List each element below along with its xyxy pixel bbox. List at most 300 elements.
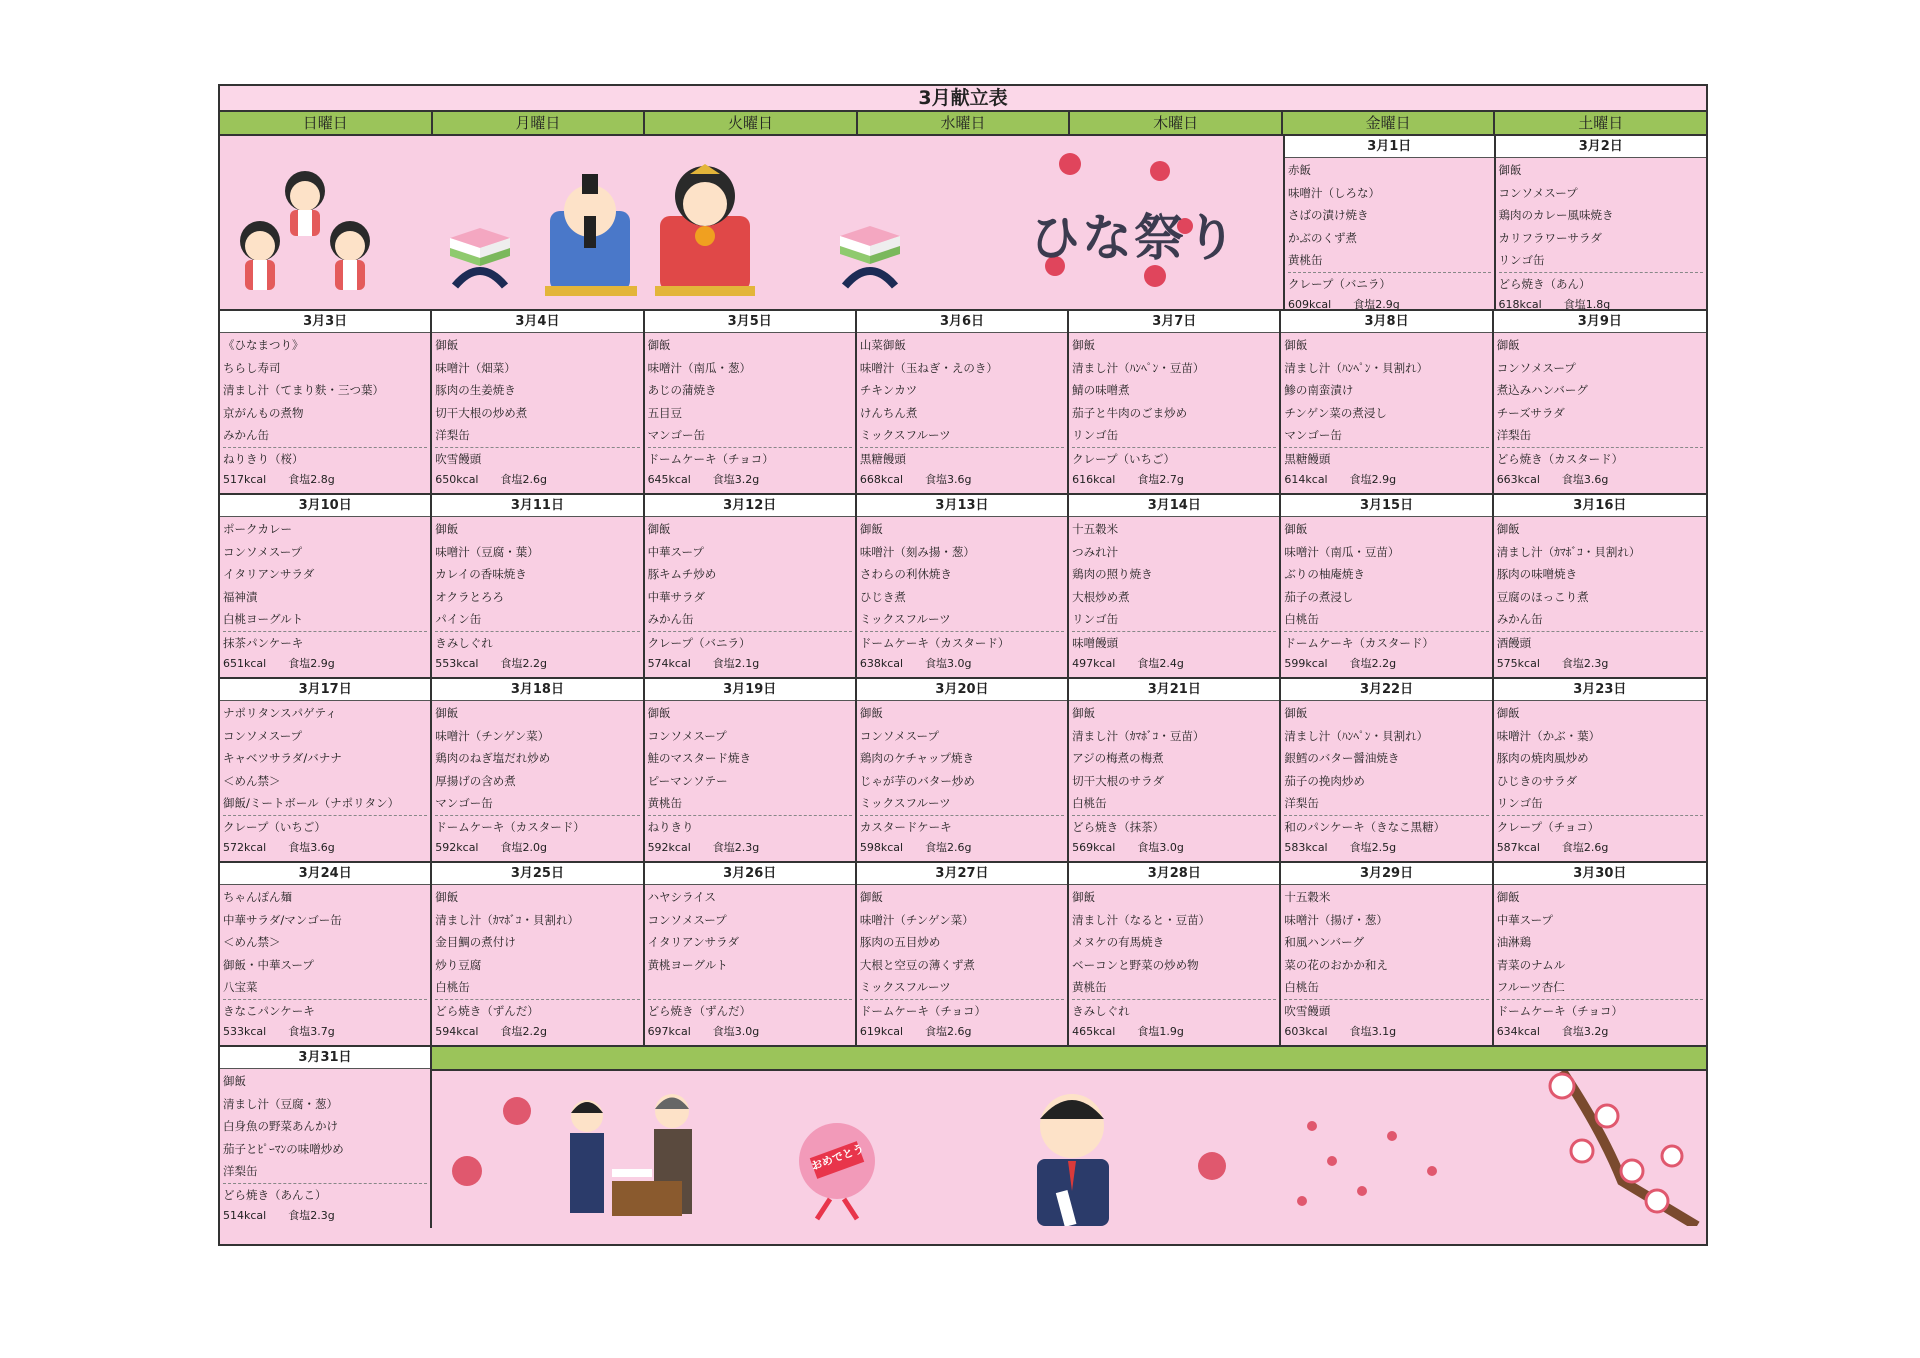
menu-list bbox=[645, 885, 855, 1022]
menu-item: 御飯 bbox=[435, 522, 459, 536]
menu-item: 福神漬 bbox=[223, 589, 258, 604]
menu-item: 味噌汁（南瓜・豆苗） bbox=[1284, 544, 1400, 559]
salt-value: 食塩2.2g bbox=[1349, 657, 1397, 670]
day-cell bbox=[645, 679, 857, 861]
menu-item: 豚肉の五目炒め bbox=[859, 935, 941, 949]
menu-item: 味噌汁（玉ねぎ・えのき） bbox=[859, 360, 998, 375]
menu-item: ＜めん禁＞ bbox=[223, 935, 281, 949]
menu-item: 御飯 bbox=[1496, 522, 1520, 536]
week-row-0 bbox=[220, 136, 1706, 311]
menu-item: ミックスフルーツ bbox=[859, 612, 951, 626]
menu-item: 油淋鶏 bbox=[1496, 935, 1532, 949]
dessert-item: 酒饅頭 bbox=[1497, 631, 1703, 654]
menu-list bbox=[645, 517, 855, 654]
banner-text: ひな祭り bbox=[1030, 208, 1238, 267]
menu-item: コンソメスープ bbox=[859, 728, 939, 743]
menu-item: 青菜のナムル bbox=[1496, 957, 1566, 972]
menu-list bbox=[220, 333, 430, 470]
menu-item: 茄子の挽肉炒め bbox=[1284, 773, 1365, 788]
menu-item: 洋梨缶 bbox=[435, 428, 470, 442]
graduation-panel bbox=[432, 1047, 1706, 1228]
menu-item: キャベツサラダ/バナナ bbox=[223, 751, 342, 765]
dessert-item: どら焼き（ずんだ） bbox=[648, 999, 852, 1022]
menu-item: カリフラワーサラダ bbox=[1498, 230, 1602, 245]
menu-item: 御飯 bbox=[223, 1074, 246, 1088]
menu-item: アジの梅煮の梅煮 bbox=[1072, 751, 1164, 765]
kcal-value: 587kcal bbox=[1496, 841, 1540, 854]
day-date: 3月3日 bbox=[220, 311, 430, 333]
menu-item: ベーコンと野菜の炒め物 bbox=[1072, 957, 1199, 972]
menu-item: 鶏肉のねぎ塩だれ炒め bbox=[435, 751, 551, 765]
menu-item: けんちん煮 bbox=[859, 405, 918, 420]
menu-item: 御飯 bbox=[859, 522, 883, 536]
menu-item: さわらの利休焼き bbox=[859, 567, 952, 581]
menu-item: 十五穀米 bbox=[1072, 522, 1119, 536]
nutrition-line bbox=[857, 654, 1067, 674]
day-date: 3月15日 bbox=[1281, 495, 1491, 517]
nutrition-line bbox=[857, 470, 1067, 490]
dessert-item: ドームケーキ（カスタード） bbox=[860, 631, 1064, 654]
dessert-item: きみしぐれ bbox=[1072, 999, 1276, 1022]
salt-value: 食塩2.8g bbox=[288, 473, 335, 486]
day-cell-mar31 bbox=[220, 1047, 432, 1228]
menu-item: オクラとろろ bbox=[435, 589, 505, 604]
week-row-4 bbox=[220, 863, 1706, 1047]
menu-list bbox=[1069, 701, 1279, 838]
weekday-tue: 火曜日 bbox=[645, 112, 858, 134]
menu-item: 御飯 bbox=[1496, 338, 1520, 352]
day-date: 3月12日 bbox=[645, 495, 855, 517]
day-cell bbox=[432, 495, 644, 677]
kcal-value: 592kcal bbox=[435, 841, 479, 854]
menu-item: ぶりの柚庵焼き bbox=[1284, 567, 1365, 581]
kcal-value: 609kcal bbox=[1288, 298, 1332, 309]
nutrition-line bbox=[645, 1022, 855, 1042]
graduation-picture bbox=[432, 1071, 1706, 1226]
menu-item: ポークカレー bbox=[223, 522, 292, 536]
nutrition-line bbox=[1494, 654, 1706, 674]
menu-item: チンゲン菜の煮浸し bbox=[1284, 405, 1387, 420]
menu-list bbox=[432, 333, 642, 470]
kcal-value: 497kcal bbox=[1072, 657, 1116, 670]
menu-item: マンゴー缶 bbox=[1284, 428, 1342, 442]
menu-item: 洋梨缶 bbox=[1496, 428, 1532, 442]
nutrition-line bbox=[432, 654, 642, 674]
day-date: 3月28日 bbox=[1069, 863, 1279, 885]
weekday-wed: 水曜日 bbox=[858, 112, 1071, 134]
nutrition-line bbox=[1069, 1022, 1279, 1042]
menu-item: 御飯 bbox=[1284, 706, 1308, 720]
menu-item: 鮭のマスタード焼き bbox=[647, 751, 752, 765]
nutrition-line bbox=[432, 1022, 642, 1042]
day-date: 3月1日 bbox=[1285, 136, 1494, 158]
nutrition-line bbox=[645, 654, 855, 674]
salt-value: 食塩2.4g bbox=[1137, 657, 1184, 670]
menu-item: さばの漬け焼き bbox=[1288, 208, 1369, 222]
menu-list bbox=[1494, 701, 1706, 838]
kcal-value: 569kcal bbox=[1072, 841, 1116, 854]
day-cell bbox=[1281, 863, 1493, 1045]
kcal-value: 592kcal bbox=[647, 841, 691, 854]
day-date: 3月17日 bbox=[220, 679, 430, 701]
menu-item: 京がんもの煮物 bbox=[223, 405, 304, 420]
menu-item: 八宝菜 bbox=[223, 980, 258, 994]
dessert-item: ドームケーキ（カスタード） bbox=[435, 815, 639, 838]
menu-item: 御飯/ミートボール（ナポリタン） bbox=[223, 796, 400, 810]
menu-item: 金目鯛の煮付け bbox=[435, 935, 516, 949]
menu-item: 白桃缶 bbox=[1284, 980, 1319, 994]
menu-list bbox=[1281, 885, 1491, 1022]
menu-list bbox=[857, 517, 1067, 654]
menu-list bbox=[1069, 517, 1279, 654]
menu-item: 十五穀米 bbox=[1284, 890, 1331, 904]
menu-item: 中華サラダ/マンゴー缶 bbox=[223, 912, 342, 927]
day-date: 3月26日 bbox=[645, 863, 855, 885]
day-cell bbox=[1069, 311, 1281, 493]
menu-item: 豚肉の生姜焼き bbox=[435, 383, 516, 397]
menu-list bbox=[1496, 158, 1706, 295]
menu-item: チーズサラダ bbox=[1496, 405, 1565, 420]
day-cell bbox=[1069, 495, 1281, 677]
nutrition-line bbox=[1281, 654, 1491, 674]
day-date: 3月6日 bbox=[857, 311, 1067, 333]
green-bar bbox=[432, 1047, 1706, 1071]
dessert-item: 吹雪饅頭 bbox=[435, 447, 639, 470]
menu-item: リンゴ缶 bbox=[1498, 253, 1545, 267]
nutrition-line bbox=[645, 470, 855, 490]
day-cell bbox=[1494, 495, 1706, 677]
menu-list bbox=[857, 885, 1067, 1022]
menu-item: 清まし汁（ｶﾏﾎﾞｺ・貝割れ） bbox=[435, 912, 580, 927]
salt-value: 食塩3.7g bbox=[288, 1025, 335, 1038]
nutrition-line bbox=[220, 1206, 430, 1226]
nutrition-line bbox=[1494, 470, 1706, 490]
menu-item: 御飯 bbox=[1284, 338, 1308, 352]
menu-item: 白身魚の野菜あんかけ bbox=[223, 1119, 338, 1133]
nutrition-line bbox=[1281, 1022, 1491, 1042]
day-cell bbox=[1281, 495, 1493, 677]
day-cell bbox=[645, 311, 857, 493]
menu-item: かぶのくず煮 bbox=[1288, 230, 1357, 245]
menu-item: 豚肉の焼肉風炒め bbox=[1496, 751, 1589, 765]
dessert-item: 吹雪饅頭 bbox=[1284, 999, 1488, 1022]
menu-item: 鯖の味噌煮 bbox=[1072, 383, 1130, 397]
weekday-mon: 月曜日 bbox=[433, 112, 646, 134]
day-date: 3月25日 bbox=[432, 863, 642, 885]
dessert-item: ドームケーキ（チョコ） bbox=[648, 447, 852, 470]
day-date: 3月31日 bbox=[220, 1047, 430, 1069]
week-row-3 bbox=[220, 679, 1706, 863]
dessert-item: 味噌饅頭 bbox=[1072, 631, 1276, 654]
nutrition-line bbox=[857, 1022, 1067, 1042]
day-cell bbox=[857, 679, 1069, 861]
dessert-item: 黒糖饅頭 bbox=[860, 447, 1064, 470]
menu-item: 黄桃缶 bbox=[1072, 980, 1107, 994]
day-date: 3月20日 bbox=[857, 679, 1067, 701]
menu-item: みかん缶 bbox=[647, 612, 694, 626]
menu-item: 銀鱈のバター醤油焼き bbox=[1284, 751, 1400, 765]
day-cell bbox=[1494, 311, 1706, 493]
weekday-sat: 土曜日 bbox=[1495, 112, 1706, 134]
dessert-item: クレープ（バニラ） bbox=[1288, 272, 1491, 295]
menu-item: 御飯 bbox=[1072, 338, 1096, 352]
day-cell bbox=[857, 495, 1069, 677]
menu-item: コンソメスープ bbox=[1498, 185, 1578, 200]
dessert-item: ドームケーキ（カスタード） bbox=[1284, 631, 1488, 654]
menu-item: カレイの香味焼き bbox=[435, 567, 527, 581]
menu-item: メヌケの有馬焼き bbox=[1072, 935, 1165, 949]
menu-list bbox=[1494, 885, 1706, 1022]
menu-item: 鯵の南蛮漬け bbox=[1284, 383, 1354, 397]
day-date: 3月22日 bbox=[1281, 679, 1491, 701]
day-date: 3月11日 bbox=[432, 495, 642, 517]
menu-item: 切干大根の炒め煮 bbox=[435, 405, 528, 420]
menu-item: 赤飯 bbox=[1288, 163, 1311, 177]
kcal-value: 638kcal bbox=[859, 657, 904, 670]
salt-value: 食塩2.5g bbox=[1349, 841, 1397, 854]
salt-value: 食塩2.9g bbox=[288, 657, 335, 670]
menu-item: ミックスフルーツ bbox=[859, 980, 951, 994]
menu-item: ハヤシライス bbox=[647, 890, 716, 904]
menu-list bbox=[220, 885, 430, 1022]
kcal-value: 651kcal bbox=[223, 657, 267, 670]
dessert-item: ねりきり（桜） bbox=[223, 447, 427, 470]
day-date: 3月2日 bbox=[1496, 136, 1706, 158]
menu-item: 御飯 bbox=[859, 890, 883, 904]
day-cell bbox=[645, 495, 857, 677]
menu-list bbox=[220, 701, 430, 838]
menu-item: 中華スープ bbox=[647, 544, 704, 559]
day-cell bbox=[1281, 311, 1493, 493]
menu-item: 茄子とﾋﾟｰﾏﾝの味噌炒め bbox=[223, 1141, 344, 1156]
day-date: 3月9日 bbox=[1494, 311, 1706, 333]
day-date: 3月21日 bbox=[1069, 679, 1279, 701]
menu-item: 豚肉の味噌焼き bbox=[1496, 567, 1578, 581]
day-cell bbox=[432, 311, 644, 493]
menu-list bbox=[220, 517, 430, 654]
menu-item: 御飯 bbox=[1072, 706, 1096, 720]
salt-value: 食塩3.6g bbox=[1561, 473, 1609, 486]
day-cell bbox=[1281, 679, 1493, 861]
kcal-value: 517kcal bbox=[223, 473, 267, 486]
nutrition-line bbox=[1281, 470, 1491, 490]
kcal-value: 598kcal bbox=[859, 841, 904, 854]
salt-value: 食塩3.0g bbox=[925, 657, 972, 670]
nutrition-line bbox=[220, 654, 430, 674]
day-cell bbox=[1494, 679, 1706, 861]
kcal-value: 533kcal bbox=[223, 1025, 267, 1038]
salt-value: 食塩3.2g bbox=[712, 473, 760, 486]
salt-value: 食塩2.3g bbox=[1561, 657, 1609, 670]
menu-item: 味噌汁（かぶ・葉） bbox=[1496, 728, 1601, 743]
salt-value: 食塩3.1g bbox=[1349, 1025, 1397, 1038]
menu-item: 御飯 bbox=[1284, 522, 1308, 536]
menu-item: 御飯 bbox=[1496, 890, 1520, 904]
day-cell bbox=[857, 863, 1069, 1045]
menu-item: 鶏肉の照り焼き bbox=[1072, 567, 1153, 581]
menu-item: 御飯 bbox=[435, 890, 459, 904]
salt-value: 食塩2.6g bbox=[1561, 841, 1609, 854]
dessert-item: きみしぐれ bbox=[435, 631, 639, 654]
nutrition-line bbox=[1494, 1022, 1706, 1042]
day-date: 3月13日 bbox=[857, 495, 1067, 517]
menu-item: リンゴ缶 bbox=[1072, 612, 1119, 626]
dessert-item: カスタードケーキ bbox=[860, 815, 1064, 838]
nutrition-line bbox=[220, 1022, 430, 1042]
menu-item: ピーマンソテー bbox=[647, 773, 728, 788]
day-cell bbox=[220, 679, 432, 861]
salt-value: 食塩3.0g bbox=[1137, 841, 1184, 854]
menu-item: 御飯 bbox=[435, 706, 459, 720]
menu-item: コンソメスープ bbox=[223, 544, 303, 559]
menu-item: 清まし汁（豆腐・葱） bbox=[223, 1096, 338, 1111]
menu-list bbox=[1285, 158, 1494, 295]
menu-item: 《ひなまつり》 bbox=[223, 338, 304, 352]
kcal-value: 663kcal bbox=[1496, 473, 1540, 486]
day-cell bbox=[645, 863, 857, 1045]
menu-item: コンソメスープ bbox=[1496, 360, 1576, 375]
menu-list bbox=[1281, 701, 1491, 838]
day-date: 3月4日 bbox=[432, 311, 642, 333]
kcal-value: 603kcal bbox=[1284, 1025, 1328, 1038]
week-row-1 bbox=[220, 311, 1706, 495]
kcal-value: 634kcal bbox=[1496, 1025, 1540, 1038]
menu-item: ミックスフルーツ bbox=[859, 796, 951, 810]
menu-item: 清まし汁（ｶﾏﾎﾞｺ・豆苗） bbox=[1072, 728, 1205, 743]
dessert-item: どら焼き（ずんだ） bbox=[435, 999, 639, 1022]
menu-item: じゃが芋のバター炒め bbox=[859, 773, 975, 788]
day-date: 3月27日 bbox=[857, 863, 1067, 885]
salt-value: 食塩1.9g bbox=[1137, 1025, 1184, 1038]
day-cell bbox=[220, 311, 432, 493]
menu-item: みかん缶 bbox=[223, 428, 269, 442]
day-date: 3月23日 bbox=[1494, 679, 1706, 701]
kcal-value: 618kcal bbox=[1498, 298, 1542, 309]
menu-item: 白桃缶 bbox=[1284, 612, 1319, 626]
day-cell bbox=[1069, 679, 1281, 861]
menu-item: チキンカツ bbox=[859, 383, 918, 397]
menu-item: ちゃんぽん麺 bbox=[223, 890, 292, 904]
menu-item: 中華サラダ bbox=[647, 589, 705, 604]
nutrition-line bbox=[1069, 838, 1279, 858]
kcal-value: 594kcal bbox=[435, 1025, 479, 1038]
menu-item: 味噌汁（しろな） bbox=[1288, 185, 1380, 200]
menu-item: 清まし汁（てまり麩・三つ葉） bbox=[223, 383, 384, 397]
menu-item: 味噌汁（チンゲン菜） bbox=[435, 728, 550, 743]
menu-item: 御飯 bbox=[647, 522, 671, 536]
menu-list bbox=[432, 701, 642, 838]
menu-item: 黄桃缶 bbox=[647, 796, 683, 810]
day-cell bbox=[432, 863, 644, 1045]
menu-item: つみれ汁 bbox=[1072, 544, 1119, 559]
menu-item: 御飯 bbox=[859, 706, 883, 720]
kcal-value: 553kcal bbox=[435, 657, 479, 670]
menu-item: 茄子と牛肉のごま炒め bbox=[1072, 405, 1188, 420]
week-row-last bbox=[220, 1047, 1706, 1228]
dessert-item: どら焼き（カスタード） bbox=[1497, 447, 1703, 470]
menu-item: フルーツ杏仁 bbox=[1496, 980, 1565, 994]
day-date: 3月19日 bbox=[645, 679, 855, 701]
salt-value: 食塩2.6g bbox=[500, 473, 547, 486]
dessert-item: ドームケーキ（チョコ） bbox=[1497, 999, 1703, 1022]
menu-item: 黄桃ヨーグルト bbox=[647, 957, 728, 972]
menu-item: 御飯・中華スープ bbox=[223, 957, 314, 972]
menu-item: ＜めん禁＞ bbox=[223, 773, 281, 788]
nutrition-line bbox=[1069, 654, 1279, 674]
weekday-fri: 金曜日 bbox=[1283, 112, 1496, 134]
salt-value: 食塩2.3g bbox=[712, 841, 760, 854]
menu-item: イタリアンサラダ bbox=[223, 567, 315, 581]
nutrition-line bbox=[220, 838, 430, 858]
kcal-value: 514kcal bbox=[223, 1209, 267, 1222]
nutrition-line bbox=[1285, 295, 1494, 309]
salt-value: 食塩2.6g bbox=[925, 1025, 972, 1038]
menu-item: リンゴ缶 bbox=[1072, 428, 1119, 442]
menu-item: 洋梨缶 bbox=[1284, 796, 1319, 810]
menu-item: ひじき煮 bbox=[859, 589, 906, 604]
salt-value: 食塩2.6g bbox=[925, 841, 972, 854]
kcal-value: 575kcal bbox=[1496, 657, 1540, 670]
dessert-item: 黒糖饅頭 bbox=[1284, 447, 1488, 470]
menu-list bbox=[1069, 885, 1279, 1022]
menu-item: 御飯 bbox=[1072, 890, 1096, 904]
salt-value: 食塩2.1g bbox=[712, 657, 760, 670]
salt-value: 食塩2.2g bbox=[500, 657, 547, 670]
menu-list bbox=[645, 333, 855, 470]
day-date: 3月5日 bbox=[645, 311, 855, 333]
bouquet-text: おめでとう bbox=[809, 1141, 866, 1173]
menu-item: 大根炒め煮 bbox=[1072, 589, 1130, 604]
nutrition-line bbox=[432, 470, 642, 490]
kcal-value: 650kcal bbox=[435, 473, 479, 486]
menu-item: 白桃缶 bbox=[435, 980, 470, 994]
menu-item: 御飯 bbox=[1496, 706, 1520, 720]
day-cell bbox=[1494, 863, 1706, 1045]
menu-list bbox=[432, 885, 642, 1022]
menu-item: 味噌汁（豆腐・葉） bbox=[435, 544, 539, 559]
menu-item: 味噌汁（刻み揚・葱） bbox=[859, 544, 975, 559]
menu-item: 御飯 bbox=[1498, 163, 1522, 177]
menu-item: 黄桃缶 bbox=[1288, 253, 1323, 267]
day-date: 3月10日 bbox=[220, 495, 430, 517]
nutrition-line bbox=[1496, 295, 1706, 309]
week-row-2 bbox=[220, 495, 1706, 679]
menu-item: 白桃缶 bbox=[1072, 796, 1107, 810]
menu-item: リンゴ缶 bbox=[1496, 796, 1543, 810]
day-date: 3月16日 bbox=[1494, 495, 1706, 517]
kcal-value: 583kcal bbox=[1284, 841, 1328, 854]
kcal-value: 574kcal bbox=[647, 657, 691, 670]
menu-item: 山菜御飯 bbox=[859, 338, 906, 352]
menu-item: 厚揚げの含め煮 bbox=[435, 773, 516, 788]
menu-item: マンゴー缶 bbox=[647, 428, 706, 442]
salt-value: 食塩2.7g bbox=[1137, 473, 1184, 486]
dessert-item: クレープ（いちご） bbox=[223, 815, 427, 838]
nutrition-line bbox=[645, 838, 855, 858]
menu-item: ちらし寿司 bbox=[223, 360, 281, 375]
menu-item: 洋梨缶 bbox=[223, 1164, 258, 1178]
weeks-container bbox=[220, 311, 1706, 1047]
menu-sheet bbox=[218, 84, 1708, 1246]
menu-item: 切干大根のサラダ bbox=[1072, 773, 1165, 788]
menu-list bbox=[1281, 333, 1491, 470]
day-cell bbox=[432, 679, 644, 861]
menu-item: 豚キムチ炒め bbox=[647, 567, 717, 581]
kcal-value: 616kcal bbox=[1072, 473, 1116, 486]
page-title: 3月献立表 bbox=[220, 86, 1706, 112]
weekday-header bbox=[220, 112, 1706, 136]
menu-list bbox=[1281, 517, 1491, 654]
